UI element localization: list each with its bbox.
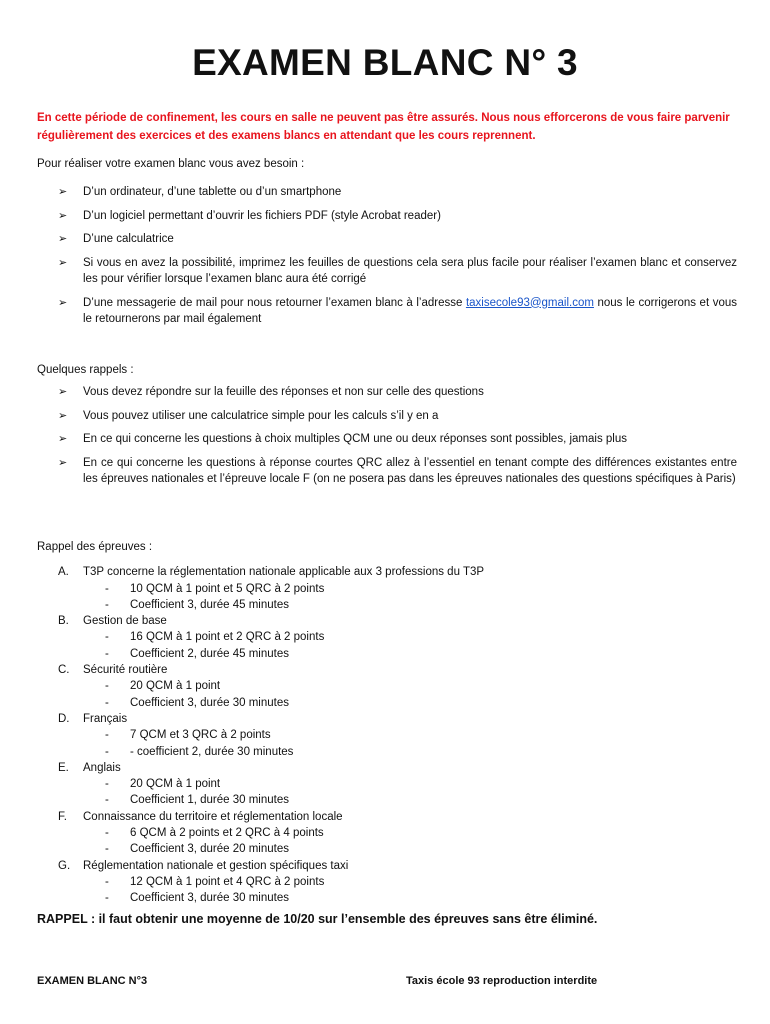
epreuve-letter: E. [58, 761, 69, 774]
list-item [37, 255, 737, 288]
list-item [37, 295, 737, 328]
requirements-list [37, 184, 737, 328]
epreuve-detail: 20 QCM à 1 point [130, 680, 221, 693]
arrow-bullet-icon: ➢ [58, 296, 68, 309]
epreuve-detail: Coefficient 3, durée 45 minutes [130, 598, 289, 611]
list-item [37, 408, 737, 425]
list-item-text: D’une messagerie de mail pour nous retourner l’examen blanc à l’adresse [83, 296, 463, 309]
epreuve-letter: G. [58, 859, 71, 872]
epreuve-item: A. T3P concerne la réglementation nationale applicable aux 3 professions du T3P - 10 QCM à 1 point et 5 QRC à 2 points - Coefficient 3, durée 45 minutes [37, 564, 737, 613]
list-item-text: En ce qui concerne les questions à réponse courtes QRC allez à l’essentiel en tenant compte des différences existantes entre les épreuves nationales et l’épreuve locale F (on ne posera pas dans les épreuves nationales des questions spécifiques à Paris) [83, 456, 737, 485]
epreuve-name: Sécurité routière [83, 664, 168, 677]
epreuve-name: Gestion de base [83, 615, 167, 628]
epreuve-name: Connaissance du territoire et réglementation locale [83, 810, 343, 823]
epreuve-letter: A. [58, 566, 69, 579]
epreuve-item: C. Sécurité routière - 20 QCM à 1 point - Coefficient 3, durée 30 minutes [37, 662, 737, 711]
list-item [37, 208, 737, 225]
list-item-text: Vous pouvez utiliser une calculatrice simple pour les calculs s’il y en a [83, 409, 439, 422]
epreuve-item: E. Anglais - 20 QCM à 1 point - Coefficient 1, durée 30 minutes [37, 760, 737, 809]
epreuve-detail: Coefficient 3, durée 20 minutes [130, 843, 289, 856]
arrow-bullet-icon: ➢ [58, 456, 68, 469]
epreuves-section [37, 539, 737, 907]
list-item-text: Vous devez répondre sur la feuille des réponses et non sur celle des questions [83, 386, 484, 398]
epreuve-item: G. Réglementation nationale et gestion spécifiques taxi - 12 QCM à 1 point et 4 QRC à 2 points - Coefficient 3, durée 30 minutes [37, 858, 737, 907]
epreuves-lead: Rappel des épreuves : [37, 541, 153, 553]
list-item-text: D’une calculatrice [83, 233, 174, 245]
epreuve-name: T3P concerne la réglementation nationale applicable aux 3 professions du T3P [83, 566, 485, 579]
list-item [37, 184, 737, 201]
footer-left: EXAMEN BLANC N°3 [37, 975, 148, 987]
epreuve-name: Réglementation nationale et gestion spécifiques taxi [83, 859, 349, 872]
epreuve-detail: - coefficient 2, durée 30 minutes [130, 745, 294, 758]
epreuve-letter: B. [58, 615, 69, 628]
epreuve-detail: 16 QCM à 1 point et 2 QRC à 2 points [130, 631, 325, 644]
arrow-bullet-icon: ➢ [58, 186, 68, 198]
list-item-text: En ce qui concerne les questions à choix multiples QCM une ou deux réponses sont possibles, jamais plus [83, 433, 627, 445]
page-title: EXAMEN BLANC N° 3 [192, 42, 578, 83]
epreuve-letter: C. [58, 664, 70, 677]
arrow-bullet-icon: ➢ [58, 409, 68, 422]
epreuve-letter: D. [58, 712, 70, 725]
requirements-section [37, 158, 737, 328]
reminders-section [37, 364, 737, 488]
arrow-bullet-icon: ➢ [58, 256, 68, 269]
email-link[interactable]: taxisecole93@gmail.com [465, 296, 594, 309]
epreuve-detail: 6 QCM à 2 points et 2 QRC à 4 points [130, 827, 324, 840]
epreuve-item: D. Français - 7 QCM et 3 QRC à 2 points - - coefficient 2, durée 30 minutes [37, 711, 737, 760]
reminders-list [37, 384, 737, 488]
epreuve-detail: Coefficient 3, durée 30 minutes [130, 892, 289, 905]
epreuve-detail: Coefficient 2, durée 45 minutes [130, 647, 289, 660]
epreuve-detail: 20 QCM à 1 point [130, 778, 221, 791]
epreuve-letter: F. [58, 810, 67, 823]
arrow-bullet-icon: ➢ [58, 386, 68, 398]
list-item-text: D’un logiciel permettant d’ouvrir les fichiers PDF (style Acrobat reader) [83, 209, 441, 222]
list-item-text: nous le corrigerons et vous le retournerons par mail également [83, 296, 737, 325]
list-item [37, 431, 737, 448]
list-item-text: Si vous en avez la possibilité, imprimez les feuilles de questions cela sera plus facile pour réaliser l’examen blanc et conservez les pour vérifier lorsque l’examen blanc aura été corrigé [83, 256, 737, 285]
list-item-text: D’un ordinateur, d’une tablette ou d’un smartphone [83, 186, 342, 198]
list-item [37, 384, 737, 401]
arrow-bullet-icon: ➢ [58, 433, 68, 445]
epreuve-detail: 10 QCM à 1 point et 5 QRC à 2 points [130, 582, 325, 595]
footer-right: Taxis école 93 reproduction interdite [406, 975, 598, 987]
arrow-bullet-icon: ➢ [58, 209, 68, 222]
epreuve-detail: Coefficient 3, durée 30 minutes [130, 696, 289, 709]
epreuve-item: B. Gestion de base - 16 QCM à 1 point et 2 QRC à 2 points - Coefficient 2, durée 45 minutes [37, 613, 737, 662]
arrow-bullet-icon: ➢ [58, 233, 68, 245]
list-item [37, 455, 737, 488]
epreuve-name: Français [83, 712, 128, 725]
epreuve-detail: Coefficient 1, durée 30 minutes [130, 794, 289, 807]
rappel-note: RAPPEL : il faut obtenir une moyenne de 10/20 sur l’ensemble des épreuves sans être éliminé. [37, 912, 598, 926]
reminders-lead: Quelques rappels : [37, 364, 134, 376]
epreuve-name: Anglais [83, 761, 121, 774]
requirements-lead: Pour réaliser votre examen blanc vous avez besoin : [37, 158, 305, 170]
intro-paragraph: En cette période de confinement, les cours en salle ne peuvent pas être assurés. Nous nous efforcerons de vous faire parvenir régulièrement des exercices et des examens blancs en attendant que les cours reprennent. [37, 112, 730, 142]
list-item [37, 231, 737, 248]
epreuve-detail: 12 QCM à 1 point et 4 QRC à 2 points [130, 875, 325, 888]
epreuve-detail: 7 QCM et 3 QRC à 2 points [130, 729, 271, 742]
epreuve-item: F. Connaissance du territoire et réglementation locale - 6 QCM à 2 points et 2 QRC à 4 points - Coefficient 3, durée 20 minutes [37, 809, 737, 858]
